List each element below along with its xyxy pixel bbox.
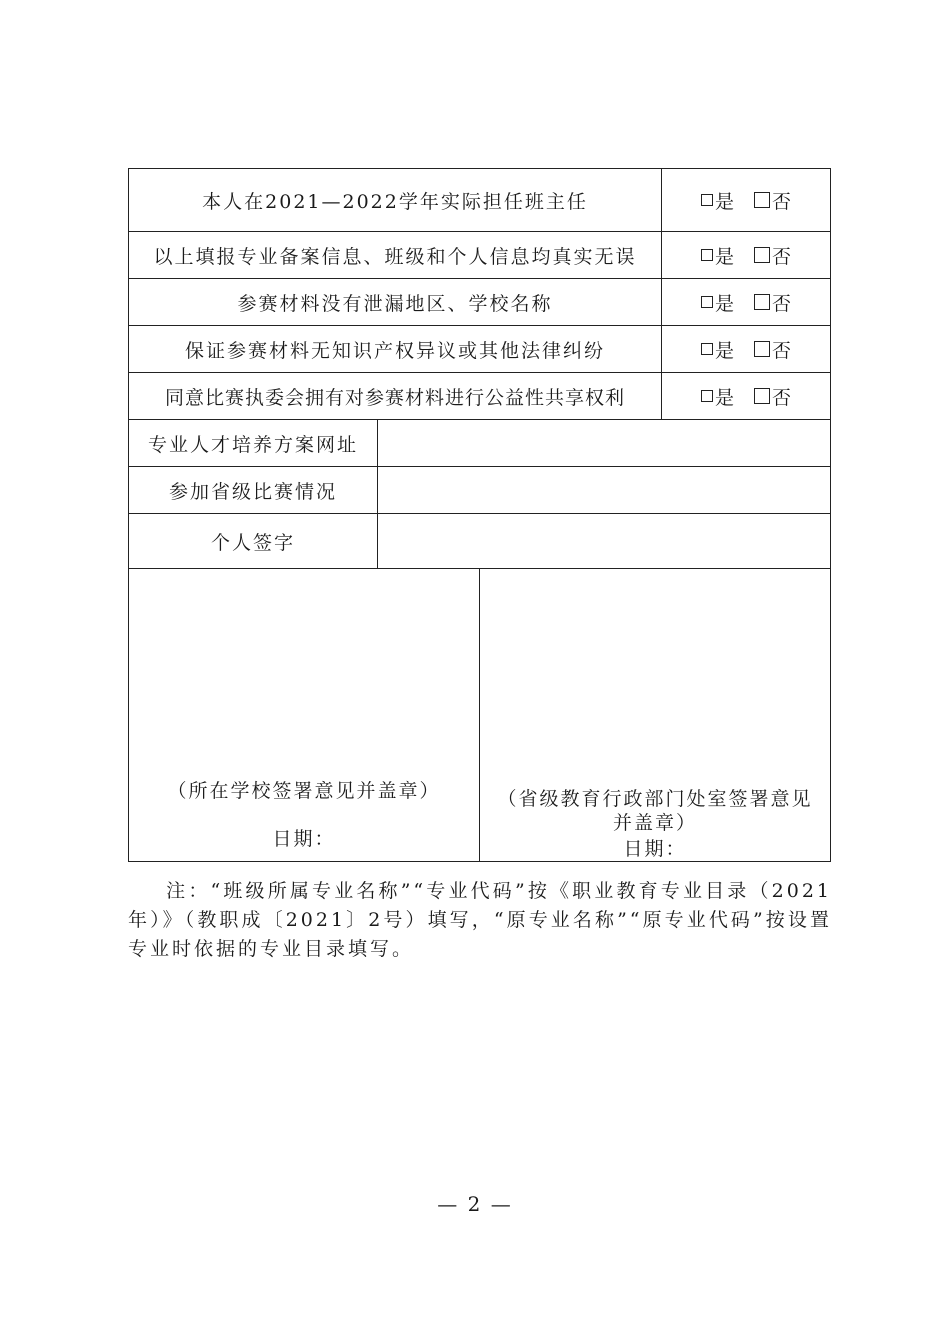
checkbox-icon — [754, 341, 770, 357]
checklist-label-text: 参赛材料没有泄漏地区、学校名称 — [237, 292, 553, 315]
yes-no-options — [661, 325, 831, 373]
checklist-label-text: 保证参赛材料无知识产权异议或其他法律纠纷 — [184, 339, 605, 362]
field-label-plan-url — [128, 419, 378, 467]
declaration-form — [128, 168, 831, 862]
yes-checkbox[interactable] — [701, 187, 734, 214]
checkbox-icon — [701, 194, 713, 206]
no-checkbox[interactable] — [754, 242, 791, 269]
checklist-label — [128, 168, 662, 232]
yes-label: 是 — [714, 386, 734, 409]
checklist-label-text: 同意比赛执委会拥有对参赛材料进行公益性共享权利 — [164, 386, 625, 409]
province-signature-note: （省级教育行政部门处室签署意见并盖章） — [497, 788, 813, 834]
field-label-provincial-competition — [128, 466, 378, 514]
checkbox-icon — [701, 390, 713, 402]
school-signature-note: （所在学校签署意见并盖章） — [167, 780, 441, 802]
province-signature-block[interactable] — [479, 568, 831, 862]
yes-checkbox[interactable] — [701, 289, 734, 316]
checkbox-icon — [754, 294, 770, 310]
yes-checkbox[interactable] — [701, 383, 734, 410]
field-label-text: 个人签字 — [210, 531, 295, 554]
field-label-text: 参加省级比赛情况 — [168, 480, 337, 503]
school-date-label: 日期： — [272, 828, 336, 850]
checkbox-icon — [754, 192, 770, 208]
yes-label: 是 — [714, 245, 734, 268]
no-label: 否 — [772, 245, 792, 268]
no-label: 否 — [772, 339, 792, 362]
checklist-label — [128, 278, 662, 326]
yes-no-options — [661, 231, 831, 279]
no-label: 否 — [772, 292, 792, 315]
checklist-label-text: 本人在2021—2022学年实际担任班主任 — [202, 190, 588, 213]
checkbox-icon — [701, 343, 713, 355]
no-label: 否 — [772, 190, 792, 213]
plan-url-input[interactable] — [377, 419, 831, 467]
checkbox-icon — [701, 296, 713, 308]
checklist-label-text: 以上填报专业备案信息、班级和个人信息均真实无误 — [153, 245, 637, 268]
school-signature-block[interactable] — [128, 568, 480, 862]
field-label-personal-signature — [128, 513, 378, 569]
footnote-text: 注：“班级所属专业名称”“专业代码”按《职业教育专业目录（2021年）》（教职成〔2021〕2号）填写，“原专业名称”“原专业代码”按设置专业时依据的专业目录填写。 — [128, 880, 832, 960]
checklist-label — [128, 231, 662, 279]
yes-no-options — [661, 372, 831, 420]
yes-checkbox[interactable] — [701, 242, 734, 269]
checklist-label — [128, 372, 662, 420]
yes-label: 是 — [714, 292, 734, 315]
form-footnote — [128, 877, 832, 964]
yes-no-options — [661, 278, 831, 326]
province-date-label: 日期： — [623, 838, 687, 860]
no-checkbox[interactable] — [754, 336, 791, 363]
provincial-competition-input[interactable] — [377, 466, 831, 514]
no-checkbox[interactable] — [754, 383, 791, 410]
checkbox-icon — [754, 388, 770, 404]
checkbox-icon — [754, 247, 770, 263]
no-checkbox[interactable] — [754, 289, 791, 316]
checkbox-icon — [701, 249, 713, 261]
personal-signature-input[interactable] — [377, 513, 831, 569]
yes-label: 是 — [714, 190, 734, 213]
page-number: — 2 — — [437, 1192, 513, 1216]
field-label-text: 专业人才培养方案网址 — [147, 433, 358, 456]
no-label: 否 — [772, 386, 792, 409]
yes-label: 是 — [714, 339, 734, 362]
yes-no-options — [661, 168, 831, 232]
checklist-label — [128, 325, 662, 373]
no-checkbox[interactable] — [754, 187, 791, 214]
yes-checkbox[interactable] — [701, 336, 734, 363]
